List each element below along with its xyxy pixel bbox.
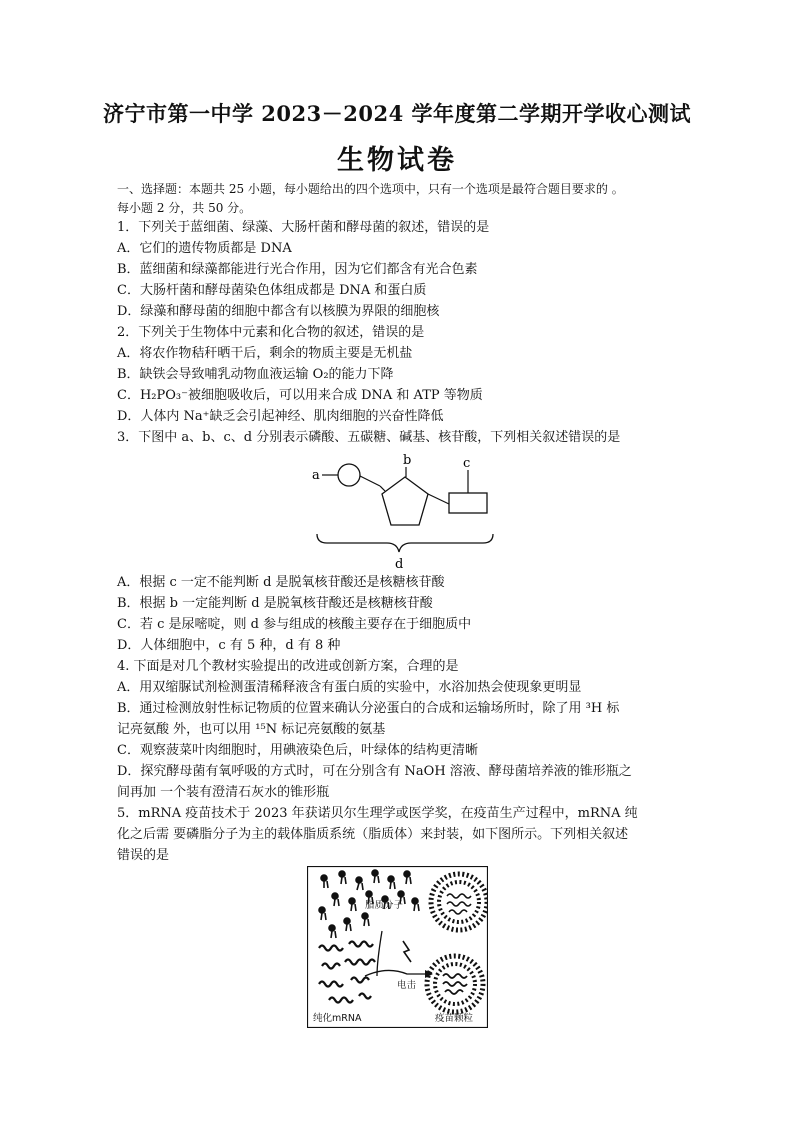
q4-stem: 4. 下面是对几个教材实验提出的改进或创新方案，合理的是 <box>117 659 459 674</box>
q1-stem: 1．下列关于蓝细菌、绿藻、大肠杆菌和酵母菌的叙述，错误的是 <box>117 220 490 235</box>
label-b: b <box>403 453 412 468</box>
q2-option-b: B．缺铁会导致哺乳动物血液运输 O₂的能力下降 <box>117 367 394 382</box>
q1-option-a: A．它们的遗传物质都是 DNA <box>117 241 292 256</box>
q4-line-1: A．用双缩脲试剂检测蛋清稀释液含有蛋白质的实验中，水浴加热会使现象更明显 <box>117 680 582 695</box>
label-shock: 电击 <box>397 980 417 991</box>
instructions-line-2: 每小题 2 分，共 50 分。 <box>117 201 252 215</box>
nucleotide-diagram <box>305 448 505 573</box>
q4-line-2: B．通过检测放射性标记物质的位置来确认分泌蛋白的合成和运输场所时，除了用 ³H 标 <box>117 701 620 716</box>
q3-option-c: C．若 c 是尿嘧啶，则 d 参与组成的核酸主要存在于细胞质中 <box>117 617 472 632</box>
label-mrna: 纯化mRNA <box>313 1013 362 1024</box>
phosphate-circle <box>338 464 360 486</box>
q1-option-c: C．大肠杆菌和酵母菌染色体组成都是 DNA 和蛋白质 <box>117 283 427 298</box>
q4-line-3: 记亮氨酸 外，也可以用 ¹⁵N 标记亮氨酸的氨基 <box>117 722 386 737</box>
base-rect <box>449 493 487 513</box>
q4-line-5: D．探究酵母菌有氧呼吸的方式时，可在分别含有 NaOH 溶液、酵母菌培养液的锥形瓶之 <box>117 764 632 779</box>
q5-line-1: 5．mRNA 疫苗技术于 2023 年获诺贝尔生理学或医学奖，在疫苗生产过程中，mRNA 纯 <box>117 806 638 821</box>
exam-subtitle: 生物试卷 <box>337 145 457 176</box>
q1-option-d: D．绿藻和酵母菌的细胞中都含有以核膜为界限的细胞核 <box>117 304 440 319</box>
q2-stem: 2．下列关于生物体中元素和化合物的叙述，错误的是 <box>117 325 425 340</box>
q3-option-a: A．根据 c 一定不能判断 d 是脱氧核苷酸还是核糖核苷酸 <box>117 575 445 590</box>
exam-title: 济宁市第一中学 2023－2024 学年度第二学期开学收心测试 <box>102 101 691 126</box>
q5-line-2: 化之后需 要磷脂分子为主的载体脂质系统（脂质体）来封装，如下图所示。下列相关叙述 <box>117 827 629 842</box>
q4-line-4: C．观察菠菜叶肉细胞时，用碘液染色后，叶绿体的结构更清晰 <box>117 743 478 758</box>
q3-stem: 3．下图中 a、b、c、d 分别表示磷酸、五碳糖、碱基、核苷酸，下列相关叙述错误的是 <box>117 430 621 445</box>
brace <box>317 534 493 552</box>
q2-option-c: C．H₂PO₃⁻被细胞吸收后，可以用来合成 DNA 和 ATP 等物质 <box>117 388 483 403</box>
label-d: d <box>395 557 404 572</box>
instructions-line-1: 一、选择题：本题共 25 小题，每小题给出的四个选项中，只有一个选项是最符合题目要求的 。 <box>117 182 624 196</box>
q4-line-6: 间再加 一个装有澄清石灰水的锥形瓶 <box>117 785 330 800</box>
q2-option-a: A．将农作物秸秆晒干后，剩余的物质主要是无机盐 <box>117 346 413 361</box>
q1-option-b: B．蓝细菌和绿藻都能进行光合作用，因为它们都含有光合色素 <box>117 262 478 277</box>
label-lipid: 脂质分子 <box>365 900 404 911</box>
q5-line-3: 错误的是 <box>117 848 170 863</box>
q2-option-d: D．人体内 Na⁺缺乏会引起神经、肌肉细胞的兴奋性降低 <box>117 409 444 424</box>
liposome-diagram <box>307 866 488 1028</box>
q3-option-d: D．人体细胞中，c 有 5 种，d 有 8 种 <box>117 638 341 653</box>
label-a: a <box>312 468 320 483</box>
label-vaccine: 疫苗颗粒 <box>435 1013 474 1024</box>
pentose-pentagon <box>382 477 428 525</box>
q3-option-b: B．根据 b 一定能判断 d 是脱氧核苷酸还是核糖核苷酸 <box>117 596 433 611</box>
label-c: c <box>463 456 471 471</box>
